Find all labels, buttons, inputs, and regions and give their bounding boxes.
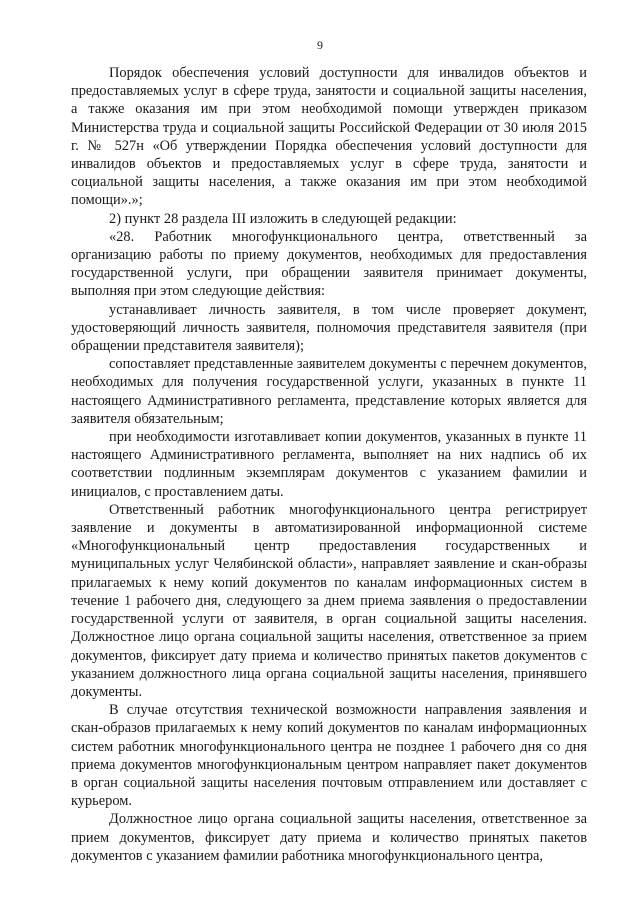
paragraph-no-technical-possibility: В случае отсутствия технической возможности направления заявления и скан-образов прилагаемых к нему копий документов по каналам информационных систем работник многофункционального центра не позднее 1 рабочего дня со дня приема документов многофункциональным центром направляет пакет документов в орган социальной защиты населения почтовым отправлением или доставляет с курьером. [71, 702, 587, 810]
paragraph-identity-check: устанавливает личность заявителя, в том числе проверяет документ, удостоверяющий личность заявителя, полномочия представителя заявителя (при обращении представителя заявителя); [71, 301, 587, 355]
paragraph-document-comparison: сопоставляет представленные заявителем документы с перечнем документов, необходимых для получения государственной услуги, указанных в пункте 11 настоящего Административного регламента, представление которых является для заявителя обязательным; [71, 356, 587, 427]
paragraph-item-2-intro: 2) пункт 28 раздела III изложить в следующей редакции: [109, 210, 457, 227]
page-number: 9 [317, 38, 323, 52]
paragraph-item-28: «28. Работник многофункционального центра, ответственный за организацию работы по приему документов, необходимых для предоставления государственной услуги, при обращении заявителя принимает документы, выполняя при этом следующие действия: [71, 228, 587, 300]
paragraph-official-acceptance: Должностное лицо органа социальной защиты населения, ответственное за прием документов, фиксирует дату приема и количество принятых пакетов документов с указанием фамилии работника многофункционального центра, [71, 811, 587, 864]
paragraph-copy-certification: при необходимости изготавливает копии документов, указанных в пункте 11 настоящего Административного регламента, выполняет на них надпись об их соответствии подлинным экземплярам документов с указанием фамилии и инициалов, с проставлением даты. [71, 429, 587, 500]
paragraph-accessibility-order: Порядок обеспечения условий доступности для инвалидов объектов и предоставляемых услуг в сфере труда, занятости и социальной защиты населения, а также оказания им при этом необходимой помощи утвержден приказом Министерства труда и социальной защиты Российской Федерации от 30 июля 2015 г. № 527н «Об утверждении Порядка обеспечения условий доступности для инвалидов объектов и предоставляемых услуг в сфере труда, занятости и социальной защиты населения, а также оказания им при этом необходимой помощи».»; [71, 65, 587, 209]
paragraph-registration: Ответственный работник многофункционального центра регистрирует заявление и документы в автоматизированной информационной системе «Многофункциональный центр предоставления государственных и муниципальных услуг Челябинской области», направляет заявление и скан-образы прилагаемых к нему копий документов по каналам информационных систем в течение 1 рабочего дня, следующего за днем приема заявления о предоставлении государственной услуги от заявителя, в орган социальной защиты населения. Должностное лицо органа социальной защиты населения, ответственное за прием документов, фиксирует дату приема и количество принятых пакетов документов с указанием должностного лица органа социальной защиты населения, принявшего документы. [71, 501, 587, 700]
document-body [71, 64, 587, 865]
